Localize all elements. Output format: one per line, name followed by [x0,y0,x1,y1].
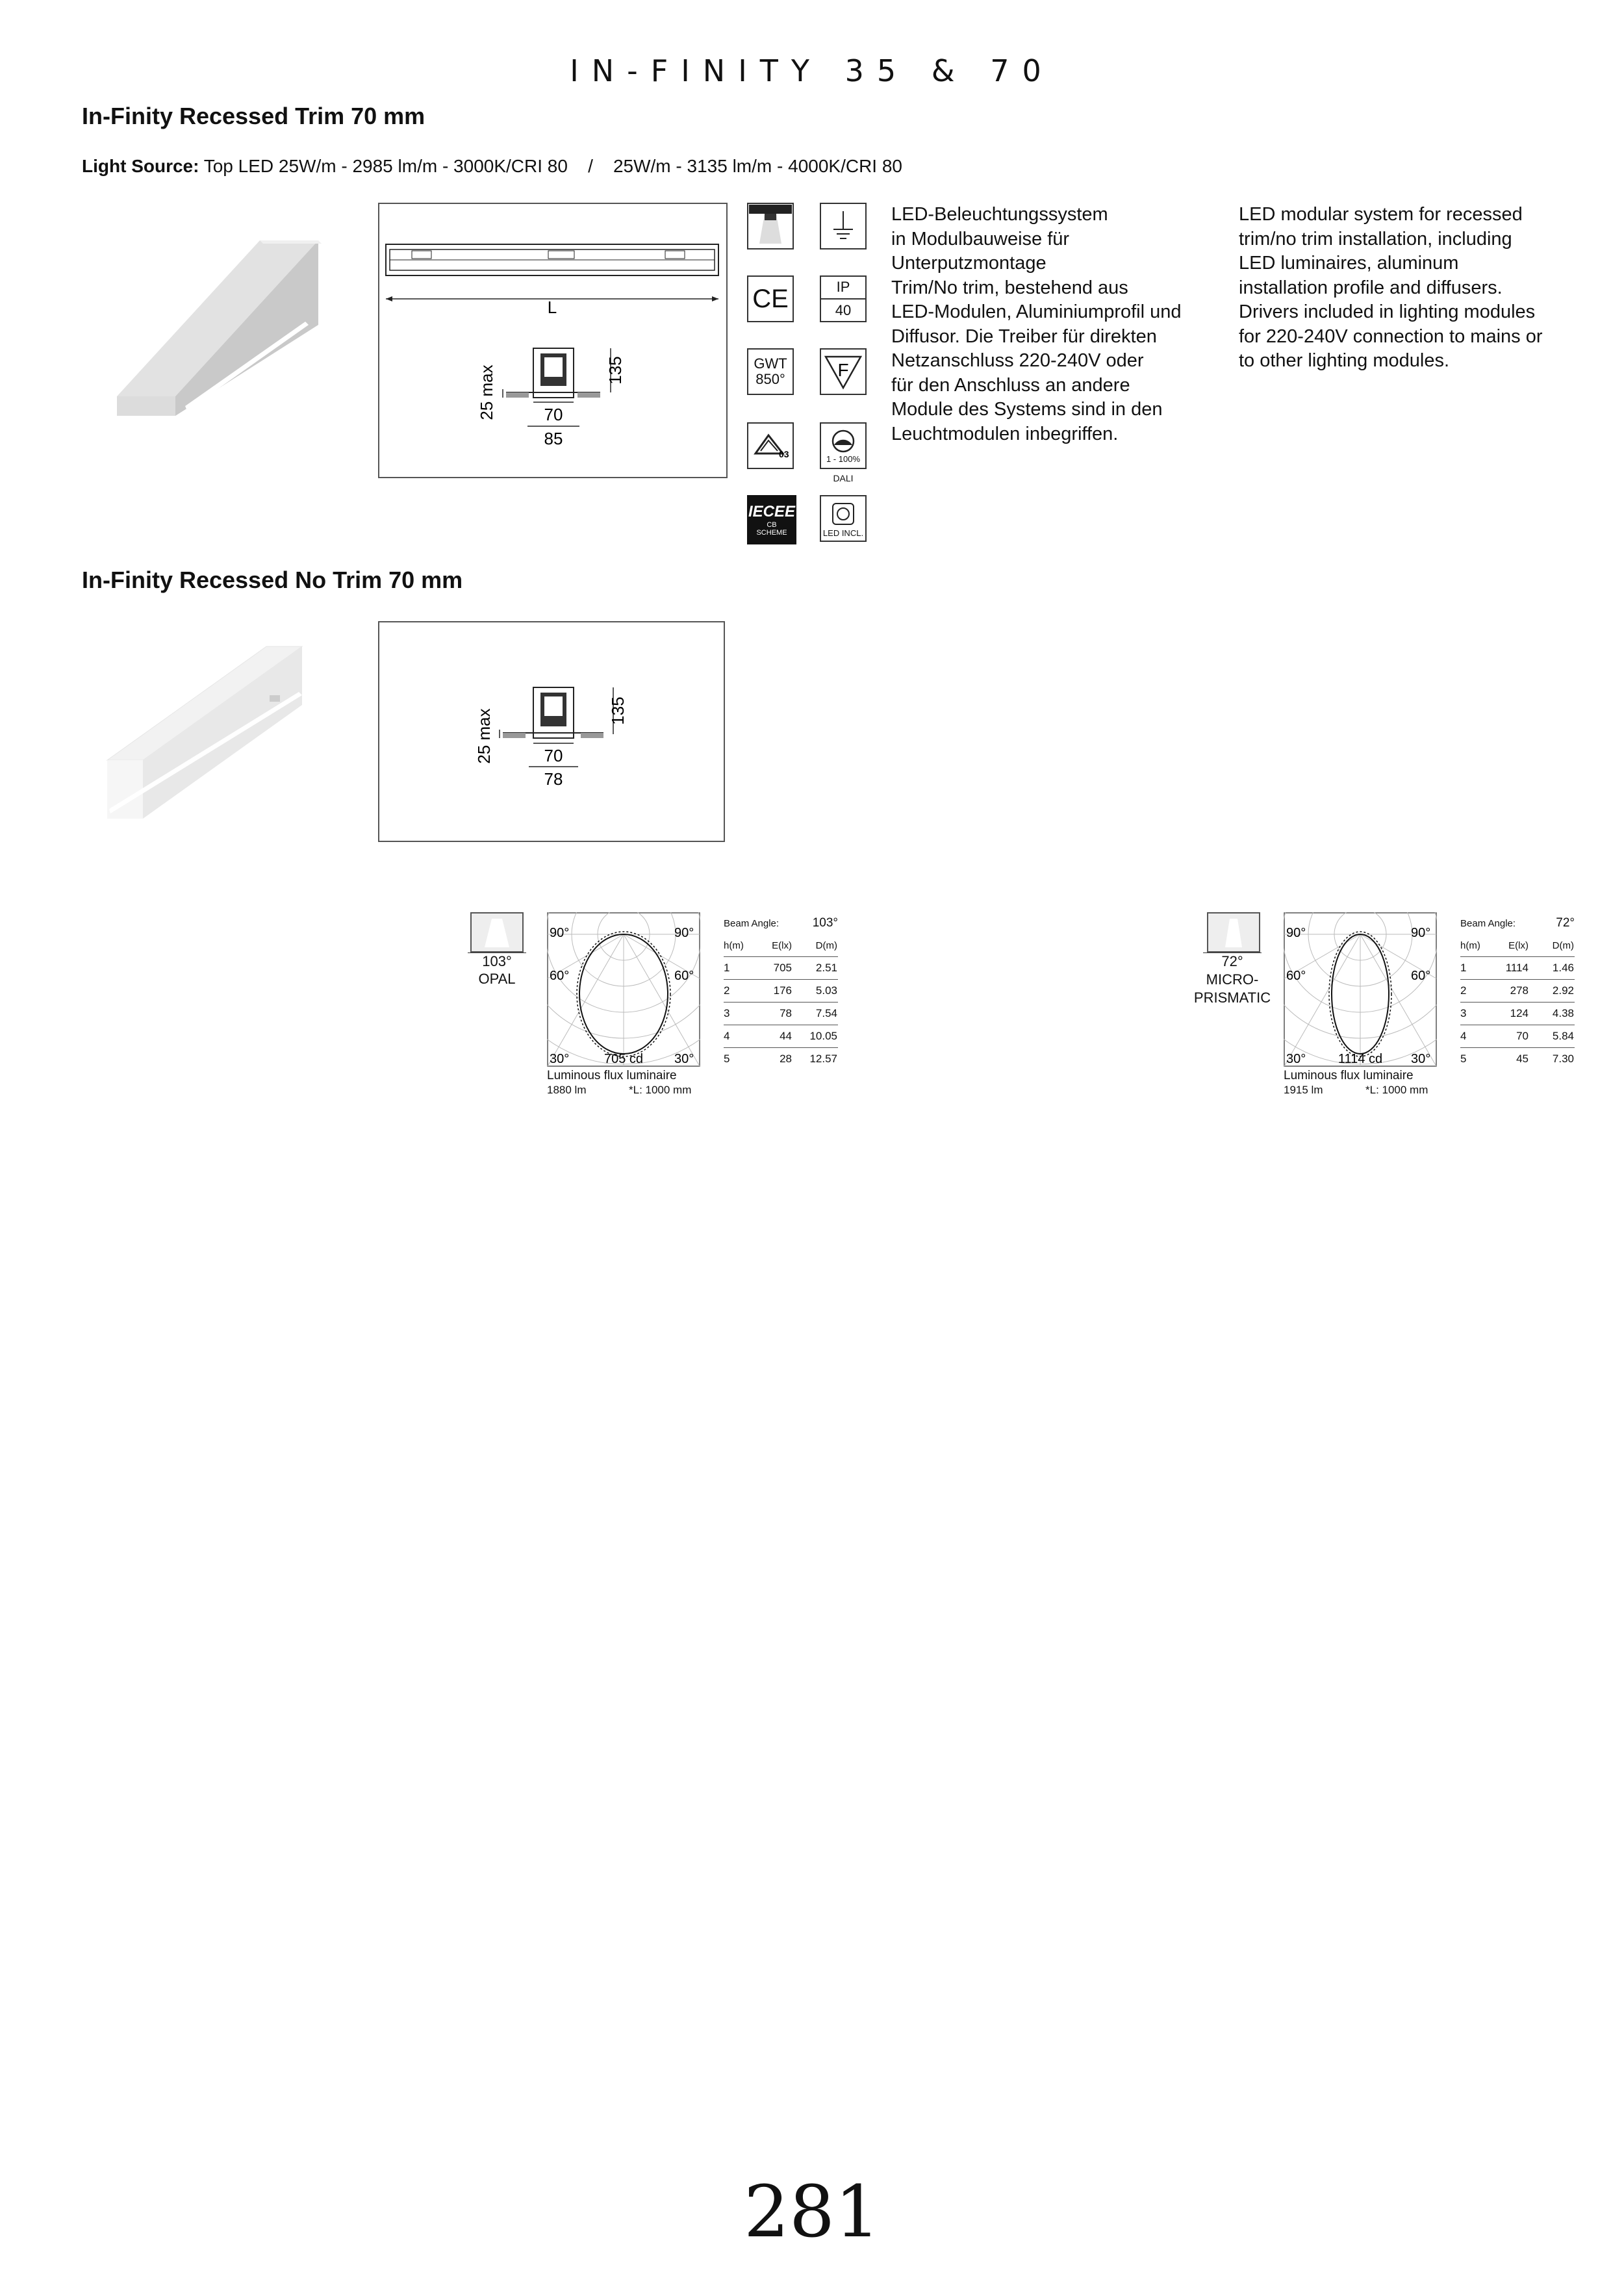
cell: 124 [1510,1007,1529,1019]
table-row [724,1003,838,1025]
table-row [1460,1048,1575,1070]
dim2-inner-width: 70 [544,746,563,765]
gwt-top: GWT [754,355,787,372]
opal-flux-note: *L: 1000 mm [629,1084,692,1096]
opal-flux-label: Luminous flux luminaire [547,1069,677,1082]
ce-mark-text: CE [752,284,789,313]
micro-a60r: 60° [1411,969,1431,983]
opal-beam-label: Beam Angle: [724,917,780,929]
f-mark-icon [820,348,867,395]
dim-inner-width: 70 [544,405,563,424]
cell: 4.38 [1552,1007,1574,1019]
opal-beam-angle: 103° [812,916,838,930]
iecee-line1: IECEE [748,503,796,520]
ip-top: IP [836,279,850,295]
micro-flux-note: *L: 1000 mm [1365,1084,1428,1096]
technical-drawing-trim [378,203,728,478]
micro-a30r: 30° [1411,1052,1431,1066]
opal-a90l: 90° [550,926,570,940]
description-german: LED-Beleuchtungssystem in Modulbauweise für Unterputzmontage Trim/No trim, bestehend aus LED-Modulen, Aluminiumprofil und Diffusor. Die Treiber für direkten Netzanschluss 220-240V oder für den Anschluss an andere Module des Systems sind in den Leuchtmodulen inbegriffen. [891,204,1182,444]
cell: 705 [773,962,792,974]
dim2-height: 135 [608,696,628,725]
table-row [1460,1003,1575,1025]
ip-rating-icon [820,275,867,322]
cell: 2 [1460,984,1467,997]
description-english: LED modular system for recessed trim/no trim installation, including LED luminaires, aluminum installation profile and diffusers. Drivers included in lighting modules for 220-240V connection to mains or to other lighting modules. [1239,204,1543,371]
opal-th-h: h(m) [724,939,744,951]
table-row [724,1025,838,1048]
cell: 5.03 [815,984,837,997]
ground-icon [820,203,867,249]
eu-ecolabel-icon [747,422,794,469]
table-row [1460,980,1575,1003]
cell: 1114 [1505,962,1529,974]
iecee-icon [747,495,796,544]
micro-beam-label: Beam Angle: [1460,917,1516,929]
cell: 2 [724,984,730,997]
table-microprismatic [1460,912,1575,1070]
f-mark-text: F [837,360,849,380]
gwt-bottom: 850° [755,371,785,387]
cell: 7.30 [1552,1053,1574,1065]
table-row [724,957,838,980]
table-row [1460,957,1575,980]
table-row [724,980,838,1003]
page-number: 281 [744,2170,880,2253]
beam-icon-micro-label: MICRO- PRISMATIC [1193,971,1271,1006]
iecee-line2: CB [767,521,777,529]
cell: 2.92 [1552,984,1574,997]
cell: 2.51 [815,962,837,974]
beam-icon-micro-angle: 72° [1203,952,1262,970]
cell: 1 [1460,962,1467,974]
table-header-row [1460,934,1575,957]
dim-length-label: L [547,298,557,317]
opal-a60l: 60° [550,969,570,983]
micro-a30l: 30° [1286,1052,1306,1066]
opal-intensity: 705 cd [603,1052,644,1066]
drawing-no-trim-svg [379,622,724,841]
micro-intensity: 1114 cd [1338,1052,1383,1066]
cell: 5.84 [1552,1030,1574,1042]
micro-a90r: 90° [1411,926,1431,940]
cell: 28 [780,1053,792,1065]
micro-th-e: E(lx) [1508,939,1529,951]
cell: 1.46 [1552,962,1574,974]
light-source [82,156,902,177]
dim2-max-depth: 25 max [474,708,494,764]
micro-flux-label: Luminous flux luminaire [1284,1069,1414,1082]
cell: 278 [1510,984,1529,997]
ce-mark-icon [747,275,794,322]
section-title-no-trim: In-Finity Recessed No Trim 70 mm [82,567,463,593]
opal-a90r: 90° [674,926,694,940]
light-source-label: Light Source: [82,156,199,176]
micro-a60l: 60° [1286,969,1306,983]
table-header-row [724,934,838,957]
opal-a30l: 30° [550,1052,570,1066]
dim-height: 135 [605,356,625,385]
product-image-no-trim [104,643,312,825]
cell: 176 [773,984,792,997]
led-incl-text: LED INCL. [822,528,864,538]
downlight-icon [747,203,794,249]
opal-a30r: 30° [674,1052,694,1066]
dim-range: 1 - 100% [826,454,861,464]
beam-icon-opal [470,912,524,952]
cell: 78 [780,1007,792,1019]
micro-flux-value: 1915 lm [1284,1084,1323,1096]
cell: 3 [724,1007,730,1019]
cell: 44 [780,1030,792,1042]
light-source-value: Top LED 25W/m - 2985 lm/m - 3000K/CRI 80 / 25W/m - 3135 lm/m - 4000K/CRI 80 [199,156,903,176]
product-image-trim [110,234,325,416]
drawing-trim-svg [379,204,726,477]
cell: 12.57 [809,1053,837,1065]
cell: 5 [724,1053,730,1065]
cell: 7.54 [815,1007,837,1019]
micro-th-h: h(m) [1460,939,1480,951]
beam-icon-opal-angle: 103° [468,952,526,970]
opal-th-d: D(m) [815,939,837,951]
cell: 70 [1516,1030,1529,1042]
led-incl-icon [820,495,867,542]
section-title-trim: In-Finity Recessed Trim 70 mm [82,103,425,129]
dim-max-depth: 25 max [477,364,496,420]
micro-th-d: D(m) [1552,939,1574,951]
dim-outer-width: 85 [544,429,563,448]
ip-bottom: 40 [835,302,852,318]
table-opal [724,912,838,1070]
opal-flux-value: 1880 lm [547,1084,587,1096]
gwt-icon [747,348,794,395]
micro-a90l: 90° [1286,926,1306,940]
table-row [724,1048,838,1070]
cell: 10.05 [809,1030,837,1042]
iecee-line3: SCHEME [756,529,787,537]
cell: 4 [1460,1030,1467,1042]
cell: 3 [1460,1007,1467,1019]
technical-drawing-no-trim [378,621,725,842]
beam-icon-microprismatic [1207,912,1260,952]
dimmable-icon [820,422,867,469]
micro-beam-angle: 72° [1556,916,1575,930]
cell: 1 [724,962,730,974]
page-header-title: IN-FINITY 35 & 70 [570,53,1054,88]
cell: 4 [724,1030,730,1042]
eu-label-text: 03 [779,449,789,459]
beam-icon-opal-label: OPAL [478,971,516,987]
opal-a60r: 60° [674,969,694,983]
cell: 5 [1460,1053,1467,1065]
opal-th-e: E(lx) [772,939,792,951]
table-row [1460,1025,1575,1048]
dali-label: DALI [833,473,854,483]
polar-diagram-microprismatic [1284,912,1437,1068]
cell: 45 [1516,1053,1529,1065]
dim2-outer-width: 78 [544,769,563,789]
polar-diagram-opal [547,912,700,1068]
